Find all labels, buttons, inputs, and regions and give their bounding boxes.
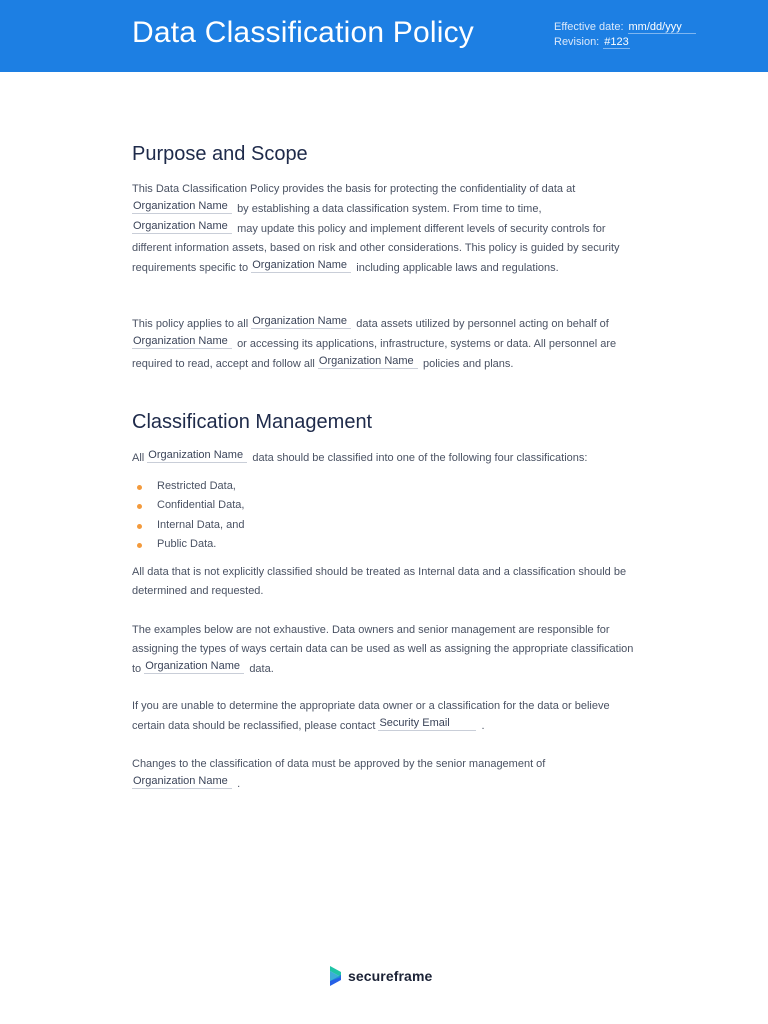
list-item bbox=[132, 516, 244, 535]
organization-name-field[interactable]: Organization Name bbox=[132, 334, 232, 349]
list-item-label: Internal Data, and bbox=[157, 518, 245, 531]
header-bar bbox=[0, 0, 768, 72]
list-item bbox=[132, 496, 244, 515]
text-span: data should be classified into one of the following four classifications: bbox=[252, 452, 588, 464]
organization-name-field[interactable]: Organization Name bbox=[132, 774, 232, 789]
organization-name-field[interactable]: Organization Name bbox=[318, 354, 418, 369]
organization-name-field[interactable]: Organization Name bbox=[147, 448, 247, 463]
text-span: may update this policy and implement different levels of security controls for different information assets, based on risk and other considerations. This policy is guided by security requirements specific to bbox=[132, 223, 620, 274]
text-span: policies and plans. bbox=[422, 358, 514, 370]
bullet-icon bbox=[137, 543, 142, 548]
text-span: data. bbox=[249, 663, 274, 675]
bullet-icon bbox=[137, 485, 142, 490]
text-span: . bbox=[237, 778, 241, 790]
text-span: All bbox=[132, 452, 145, 464]
text-span: . bbox=[481, 720, 485, 732]
classification-list bbox=[132, 477, 244, 554]
brand-name: secureframe bbox=[348, 968, 433, 984]
purpose-paragraph-2 bbox=[132, 314, 637, 374]
effective-date-label: Effective date: bbox=[554, 21, 624, 33]
bullet-icon bbox=[137, 504, 142, 509]
purpose-heading: Purpose and Scope bbox=[132, 143, 308, 165]
security-email-field[interactable]: Security Email bbox=[378, 716, 476, 731]
list-item-label: Confidential Data, bbox=[157, 499, 245, 512]
page-title: Data Classification Policy bbox=[132, 16, 474, 49]
footer-brand bbox=[328, 965, 432, 987]
text-span: Changes to the classification of data must be approved by the senior management of bbox=[132, 758, 546, 770]
document-meta bbox=[554, 21, 696, 51]
text-span: If you are unable to determine the appropriate data owner or a classification for the data or believe certain data should be reclassified, please contact bbox=[132, 700, 610, 732]
classification-paragraph-5 bbox=[132, 755, 637, 794]
text-span: data assets utilized by personnel acting on behalf of bbox=[356, 318, 609, 330]
organization-name-field[interactable]: Organization Name bbox=[132, 199, 232, 214]
classification-paragraph-4 bbox=[132, 697, 637, 736]
purpose-paragraph-1 bbox=[132, 180, 637, 278]
list-item bbox=[132, 477, 244, 496]
revision-row bbox=[554, 36, 696, 51]
revision-label: Revision: bbox=[554, 36, 600, 48]
effective-date-field[interactable]: mm/dd/yyy bbox=[628, 21, 696, 34]
organization-name-field[interactable]: Organization Name bbox=[251, 314, 351, 329]
text-span: This policy applies to all bbox=[132, 318, 249, 330]
organization-name-field[interactable]: Organization Name bbox=[132, 219, 232, 234]
revision-field[interactable]: #123 bbox=[604, 36, 629, 48]
text-span: The examples below are not exhaustive. Data owners and senior management are responsible for assigning the types of ways certain data can be used as well as assigning the appropriate classification to bbox=[132, 624, 634, 675]
organization-name-field[interactable]: Organization Name bbox=[144, 659, 244, 674]
classification-paragraph-3 bbox=[132, 621, 637, 679]
organization-name-field[interactable]: Organization Name bbox=[251, 258, 351, 273]
classification-heading: Classification Management bbox=[132, 411, 373, 433]
list-item-label: Restricted Data, bbox=[157, 480, 236, 492]
classification-paragraph-2: All data that is not explicitly classified should be treated as Internal data and a classification should be determined and requested. bbox=[132, 566, 627, 597]
text-span: including applicable laws and regulations. bbox=[356, 262, 559, 274]
list-item bbox=[132, 535, 244, 554]
bullet-icon bbox=[137, 524, 142, 529]
secureframe-logo-icon bbox=[328, 965, 343, 987]
classification-paragraph-1 bbox=[132, 448, 637, 468]
text-span: or accessing its applications, infrastructure, systems or data. All personnel are required to read, accept and follow all bbox=[132, 338, 617, 370]
list-item-label: Public Data. bbox=[157, 537, 217, 550]
text-span: This Data Classification Policy provides the basis for protecting the confidentiality of data at bbox=[132, 183, 576, 195]
text-span: by establishing a data classification system. From time to time, bbox=[237, 203, 542, 215]
effective-date-row bbox=[554, 21, 696, 36]
